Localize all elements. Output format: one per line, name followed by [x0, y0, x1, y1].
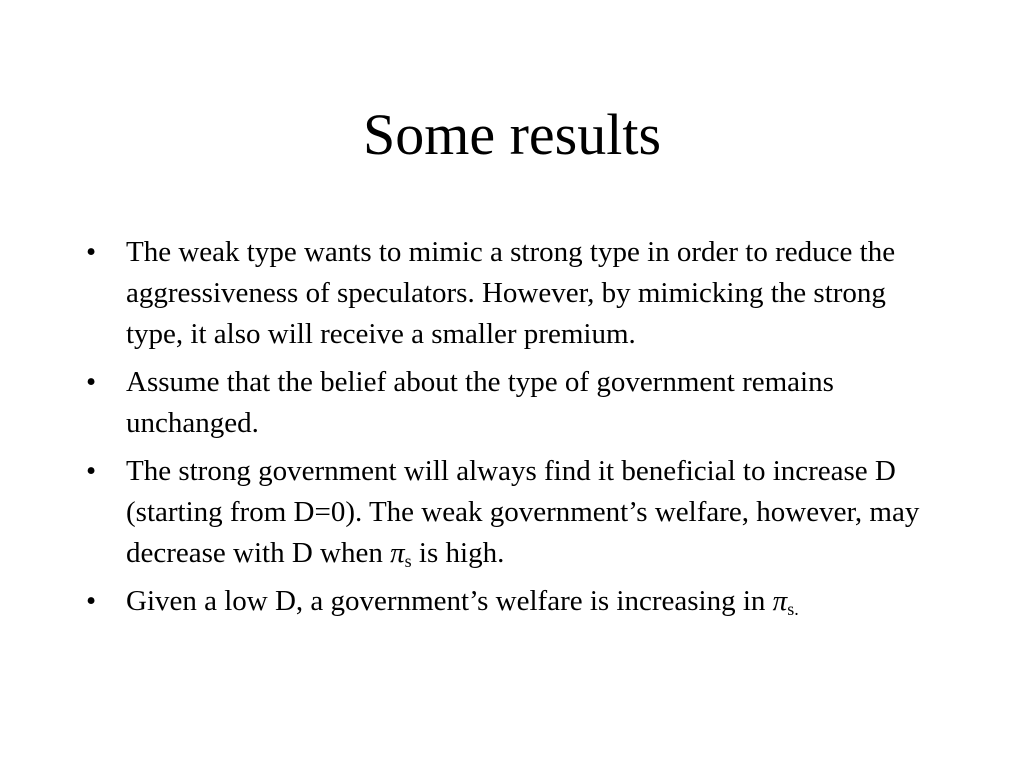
bullet-text: Assume that the belief about the type of government remains unchanged.	[126, 366, 834, 439]
bullet-text-before: The strong government will always find it beneficial to increase D (starting from D=0). The weak government’s welfare, however, may decrease with D when	[126, 455, 920, 569]
pi-symbol: π	[772, 585, 788, 617]
bullet-text: The weak type wants to mimic a strong type in order to reduce the aggressiveness of speculators. However, by mimicking the strong type, it also will receive a smaller premium.	[126, 236, 896, 350]
bullet-marker: •	[86, 236, 97, 268]
bullet-text-before: Given a low D, a government’s welfare is increasing in	[126, 585, 773, 617]
bullet-item-2	[82, 362, 942, 444]
bullet-text-after: is high.	[411, 537, 505, 569]
pi-subscript: s.	[787, 599, 799, 619]
slide-title: Some results	[362, 102, 662, 167]
pi-subscript: s	[404, 551, 412, 571]
bullet-marker: •	[86, 366, 97, 398]
bullet-item-4	[82, 581, 942, 622]
bullet-item-1	[82, 232, 942, 355]
bullet-item-3	[82, 451, 942, 574]
bullet-marker: •	[86, 455, 97, 487]
bullet-marker: •	[86, 585, 97, 617]
bullet-list	[82, 232, 942, 629]
pi-symbol: π	[390, 537, 405, 569]
